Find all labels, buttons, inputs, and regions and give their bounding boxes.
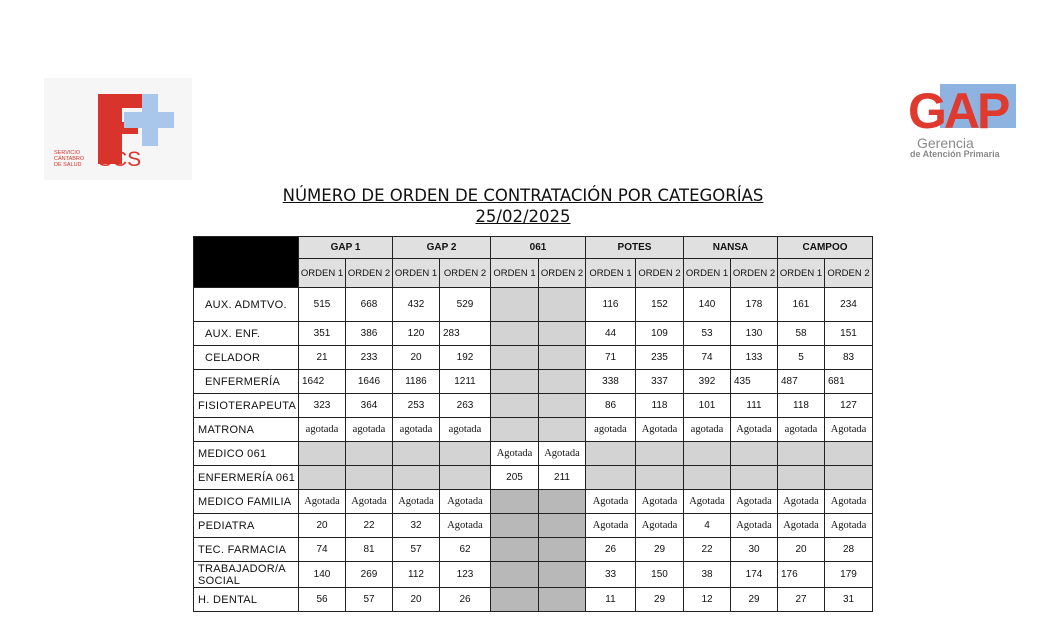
group-header: POTES — [586, 237, 684, 259]
table-row — [194, 442, 873, 466]
value-cell — [491, 514, 539, 538]
category-cell: ENFERMERÍA 061 — [194, 466, 299, 490]
value-cell: 1642 — [299, 370, 346, 394]
value-cell: 4 — [684, 514, 731, 538]
table-row — [194, 538, 873, 562]
value-cell: 392 — [684, 370, 731, 394]
value-cell — [299, 442, 346, 466]
group-header: CAMPOO — [778, 237, 873, 259]
scs-line2: CÁNTABRO — [54, 156, 85, 162]
value-cell — [346, 442, 393, 466]
value-cell: 1646 — [346, 370, 393, 394]
value-cell: 151 — [825, 322, 873, 346]
table-row — [194, 562, 873, 588]
value-cell: 178 — [731, 288, 778, 322]
value-cell: agotada — [440, 418, 491, 442]
value-cell: 29 — [731, 588, 778, 612]
value-cell: 161 — [778, 288, 825, 322]
category-cell: CELADOR — [194, 346, 299, 370]
value-cell — [491, 490, 539, 514]
value-cell: Agotada — [393, 490, 440, 514]
scs-line3: DE SALUD — [54, 162, 82, 168]
value-cell: 20 — [299, 514, 346, 538]
value-cell: 152 — [636, 288, 684, 322]
value-cell: 192 — [440, 346, 491, 370]
value-cell: Agotada — [825, 418, 873, 442]
value-cell: 234 — [825, 288, 873, 322]
value-cell: 74 — [684, 346, 731, 370]
subheader-cell: ORDEN 1 — [586, 259, 636, 288]
value-cell — [778, 442, 825, 466]
value-cell: 269 — [346, 562, 393, 588]
value-cell: Agotada — [636, 418, 684, 442]
value-cell — [825, 466, 873, 490]
value-cell — [491, 346, 539, 370]
value-cell: 21 — [299, 346, 346, 370]
value-cell — [539, 562, 586, 588]
gap-text: GAP — [908, 83, 1008, 139]
value-cell: 71 — [586, 346, 636, 370]
category-cell: AUX. ENF. — [194, 322, 299, 346]
subheader-cell: ORDEN 1 — [393, 259, 440, 288]
gap-logo — [906, 80, 1021, 162]
title-text: NÚMERO DE ORDEN DE CONTRATACIÓN POR CATEGORÍAS — [282, 186, 764, 205]
value-cell: Agotada — [731, 514, 778, 538]
value-cell: 133 — [731, 346, 778, 370]
value-cell: agotada — [778, 418, 825, 442]
value-cell — [440, 466, 491, 490]
category-cell: MEDICO 061 — [194, 442, 299, 466]
value-cell — [539, 370, 586, 394]
value-cell: 179 — [825, 562, 873, 588]
value-cell: 150 — [636, 562, 684, 588]
value-cell — [539, 346, 586, 370]
category-cell: FISIOTERAPEUTA — [194, 394, 299, 418]
value-cell: 111 — [731, 394, 778, 418]
value-cell — [491, 370, 539, 394]
value-cell: 11 — [586, 588, 636, 612]
subheader-cell: ORDEN 1 — [299, 259, 346, 288]
value-cell: 86 — [586, 394, 636, 418]
table-row — [194, 588, 873, 612]
value-cell: Agotada — [684, 490, 731, 514]
value-cell: 112 — [393, 562, 440, 588]
value-cell: 62 — [440, 538, 491, 562]
table-row — [194, 418, 873, 442]
value-cell: 205 — [491, 466, 539, 490]
value-cell: 127 — [825, 394, 873, 418]
value-cell: 681 — [825, 370, 873, 394]
group-header: 061 — [491, 237, 586, 259]
value-cell — [684, 442, 731, 466]
value-cell: 668 — [346, 288, 393, 322]
value-cell — [491, 394, 539, 418]
value-cell: 27 — [778, 588, 825, 612]
group-header: GAP 1 — [299, 237, 393, 259]
value-cell — [684, 466, 731, 490]
value-cell — [636, 466, 684, 490]
value-cell: Agotada — [539, 442, 586, 466]
value-cell — [393, 442, 440, 466]
value-cell — [539, 418, 586, 442]
table-row — [194, 322, 873, 346]
value-cell: 351 — [299, 322, 346, 346]
value-cell: 123 — [440, 562, 491, 588]
category-cell: MATRONA — [194, 418, 299, 442]
value-cell: 211 — [539, 466, 586, 490]
value-cell: Agotada — [636, 490, 684, 514]
category-cell: TRABAJADOR/A SOCIAL — [194, 562, 299, 588]
value-cell: Agotada — [440, 514, 491, 538]
gap-line1: Gerencia — [917, 135, 974, 151]
value-cell — [539, 288, 586, 322]
value-cell: Agotada — [346, 490, 393, 514]
value-cell: agotada — [393, 418, 440, 442]
value-cell: 20 — [393, 346, 440, 370]
table-row — [194, 288, 873, 322]
value-cell: Agotada — [636, 514, 684, 538]
value-cell: 116 — [586, 288, 636, 322]
value-cell: Agotada — [586, 514, 636, 538]
value-cell — [731, 442, 778, 466]
value-cell — [491, 418, 539, 442]
scs-logo — [44, 78, 192, 180]
value-cell: 31 — [825, 588, 873, 612]
value-cell: 28 — [825, 538, 873, 562]
group-header: NANSA — [684, 237, 778, 259]
subheader-cell: ORDEN 2 — [539, 259, 586, 288]
value-cell: 118 — [636, 394, 684, 418]
table-row — [194, 490, 873, 514]
group-header: GAP 2 — [393, 237, 491, 259]
value-cell — [539, 322, 586, 346]
table-row — [194, 346, 873, 370]
value-cell — [491, 562, 539, 588]
value-cell: 323 — [299, 394, 346, 418]
value-cell: 56 — [299, 588, 346, 612]
group-header-row — [194, 237, 873, 259]
value-cell: Agotada — [778, 514, 825, 538]
value-cell: 233 — [346, 346, 393, 370]
value-cell: 22 — [346, 514, 393, 538]
value-cell: Agotada — [731, 418, 778, 442]
value-cell — [491, 588, 539, 612]
value-cell: 487 — [778, 370, 825, 394]
value-cell: agotada — [586, 418, 636, 442]
value-cell: 130 — [731, 322, 778, 346]
value-cell: Agotada — [491, 442, 539, 466]
value-cell — [539, 394, 586, 418]
value-cell: 5 — [778, 346, 825, 370]
value-cell: 29 — [636, 588, 684, 612]
title-date: 25/02/2025 — [475, 207, 571, 226]
value-cell: Agotada — [586, 490, 636, 514]
header-corner — [194, 237, 299, 288]
scs-line1: SERVICIO — [54, 150, 81, 156]
value-cell: 12 — [684, 588, 731, 612]
subheader-cell: ORDEN 2 — [731, 259, 778, 288]
value-cell: 176 — [778, 562, 825, 588]
value-cell: 140 — [299, 562, 346, 588]
category-cell: MEDICO FAMILIA — [194, 490, 299, 514]
table-row — [194, 370, 873, 394]
value-cell — [491, 288, 539, 322]
value-cell: 30 — [731, 538, 778, 562]
value-cell: Agotada — [778, 490, 825, 514]
category-cell: ENFERMERÍA — [194, 370, 299, 394]
value-cell: 432 — [393, 288, 440, 322]
value-cell: 235 — [636, 346, 684, 370]
value-cell — [440, 442, 491, 466]
value-cell: 53 — [684, 322, 731, 346]
value-cell: 81 — [346, 538, 393, 562]
value-cell: 283 — [440, 322, 491, 346]
value-cell: 337 — [636, 370, 684, 394]
table-row — [194, 466, 873, 490]
value-cell: 109 — [636, 322, 684, 346]
value-cell: 364 — [346, 394, 393, 418]
value-cell: 83 — [825, 346, 873, 370]
value-cell: Agotada — [299, 490, 346, 514]
value-cell: 26 — [440, 588, 491, 612]
value-cell: 529 — [440, 288, 491, 322]
value-cell — [778, 466, 825, 490]
subheader-cell: ORDEN 1 — [778, 259, 825, 288]
value-cell: 174 — [731, 562, 778, 588]
category-cell: H. DENTAL — [194, 588, 299, 612]
value-cell — [636, 442, 684, 466]
value-cell: agotada — [684, 418, 731, 442]
value-cell: 26 — [586, 538, 636, 562]
value-cell: 20 — [393, 588, 440, 612]
value-cell — [731, 466, 778, 490]
value-cell — [539, 490, 586, 514]
value-cell — [539, 538, 586, 562]
scs-text: SCS — [98, 148, 142, 171]
value-cell — [491, 322, 539, 346]
value-cell: 515 — [299, 288, 346, 322]
value-cell: 120 — [393, 322, 440, 346]
subheader-cell: ORDEN 1 — [491, 259, 539, 288]
gap-line2: de Atención Primaria — [910, 149, 1000, 159]
subheader-cell: ORDEN 2 — [636, 259, 684, 288]
table-row — [194, 394, 873, 418]
document-title — [0, 185, 1046, 227]
category-cell: AUX. ADMTVO. — [194, 288, 299, 322]
category-cell: PEDIATRA — [194, 514, 299, 538]
value-cell: 435 — [731, 370, 778, 394]
subheader-cell: ORDEN 2 — [825, 259, 873, 288]
contracting-order-table — [193, 236, 873, 612]
value-cell — [491, 538, 539, 562]
value-cell: 118 — [778, 394, 825, 418]
value-cell — [299, 466, 346, 490]
category-cell: TEC. FARMACIA — [194, 538, 299, 562]
subheader-cell: ORDEN 2 — [440, 259, 491, 288]
value-cell: 386 — [346, 322, 393, 346]
table-row — [194, 514, 873, 538]
value-cell: 57 — [393, 538, 440, 562]
value-cell: 58 — [778, 322, 825, 346]
value-cell — [539, 588, 586, 612]
value-cell: 1211 — [440, 370, 491, 394]
value-cell: agotada — [346, 418, 393, 442]
subheader-cell: ORDEN 1 — [684, 259, 731, 288]
value-cell: 253 — [393, 394, 440, 418]
value-cell: Agotada — [825, 490, 873, 514]
value-cell: 140 — [684, 288, 731, 322]
value-cell: 29 — [636, 538, 684, 562]
value-cell: 33 — [586, 562, 636, 588]
value-cell — [539, 514, 586, 538]
value-cell: 338 — [586, 370, 636, 394]
value-cell — [393, 466, 440, 490]
value-cell: agotada — [299, 418, 346, 442]
value-cell — [346, 466, 393, 490]
value-cell: 263 — [440, 394, 491, 418]
value-cell: 57 — [346, 588, 393, 612]
value-cell — [586, 442, 636, 466]
value-cell: Agotada — [825, 514, 873, 538]
subheader-cell: ORDEN 2 — [346, 259, 393, 288]
value-cell: 22 — [684, 538, 731, 562]
value-cell — [825, 442, 873, 466]
value-cell: 32 — [393, 514, 440, 538]
value-cell: 74 — [299, 538, 346, 562]
value-cell — [586, 466, 636, 490]
value-cell: 38 — [684, 562, 731, 588]
value-cell: 101 — [684, 394, 731, 418]
value-cell: Agotada — [731, 490, 778, 514]
value-cell: 20 — [778, 538, 825, 562]
value-cell: Agotada — [440, 490, 491, 514]
value-cell: 44 — [586, 322, 636, 346]
value-cell: 1186 — [393, 370, 440, 394]
